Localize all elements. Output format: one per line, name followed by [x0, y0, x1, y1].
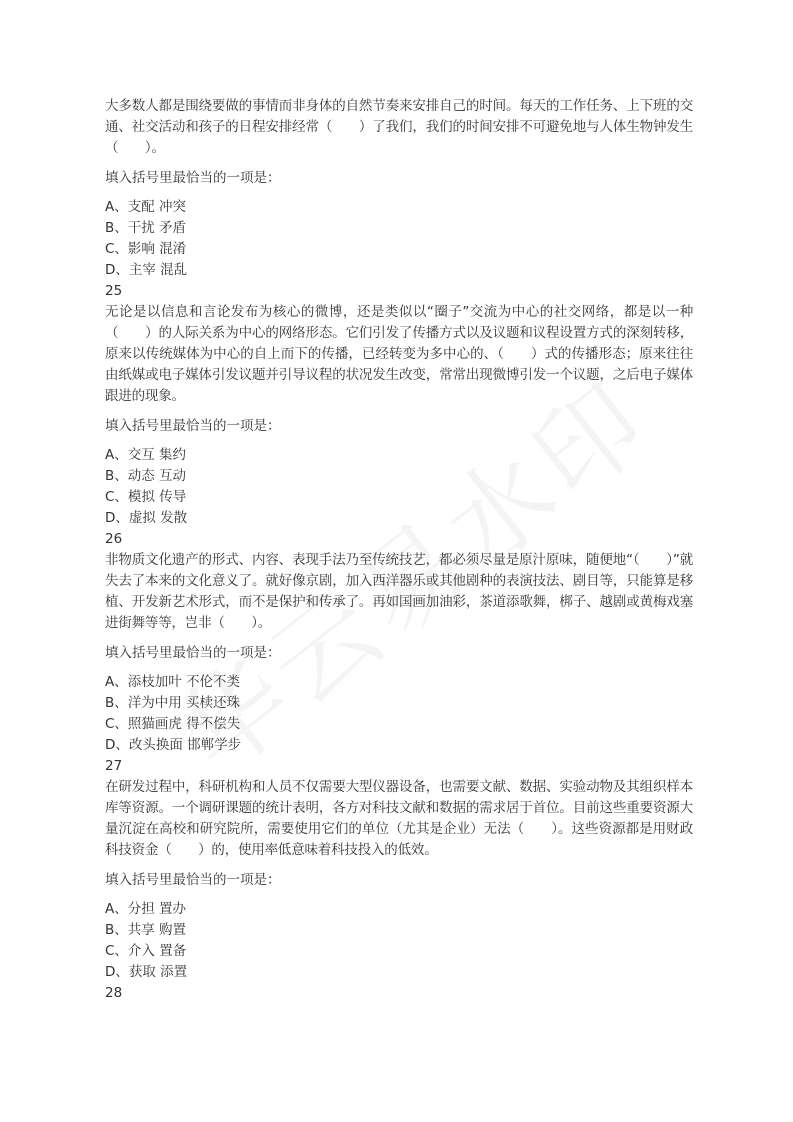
- question-number: 28: [105, 985, 123, 1001]
- option-b: B、干扰 矛盾: [105, 220, 187, 236]
- document-body: [105, 96, 693, 1004]
- question-number: 27: [105, 758, 123, 774]
- option-c: C、介入 置备: [105, 943, 187, 959]
- option-a: A、添枝加叶 不伦不类: [105, 674, 241, 690]
- question-block: [105, 756, 693, 983]
- question-prompt: 填入括号里最恰当的一项是：: [105, 872, 281, 888]
- question-number: 25: [105, 283, 123, 299]
- question-stem: 大多数人都是围绕要做的事情而非身体的自然节奏来安排自己的时间。每天的工作任务、上下班的交通、社交活动和孩子的日程安排经常（ ）了我们，我们的时间安排不可避免地与人体生物钟发生（ ）。: [105, 98, 693, 156]
- option-list: [105, 899, 693, 983]
- option-c: C、影响 混淆: [105, 241, 187, 257]
- question-block: [105, 529, 693, 756]
- question-block: [105, 281, 693, 529]
- option-a: A、交互 集约: [105, 447, 187, 463]
- question-block: [105, 983, 693, 1004]
- option-a: A、分担 置办: [105, 901, 187, 917]
- question-stem: 无论是以信息和言论发布为核心的微博，还是类似以“圈子”交流为中心的社交网络，都是以一种（ ）的人际关系为中心的网络形态。它们引发了传播方式以及议题和议程设置方式的深刻转移，原来以传统媒体为中心的自上而下的传播，已经转变为多中心的、（ ）式的传播形态；原来往往由纸媒或电子媒体引发议题并引导议程的状况发生改变，常常出现微博引发一个议题，之后电子媒体跟进的现象。: [105, 304, 693, 404]
- question-stem: 在研发过程中，科研机构和人员不仅需要大型仪器设备，也需要文献、数据、实验动物及其组织样本库等资源。一个调研课题的统计表明，各方对科技文献和数据的需求居于首位。目前这些重要资源大量沉淀在高校和研究院所，需要使用它们的单位（尤其是企业）无法（ ）。这些资源都是用财政科技资金（ ）的，使用率低意味着科技投入的低效。: [105, 779, 693, 858]
- question-stem: 非物质文化遗产的形式、内容、表现手法乃至传统技艺，都必须尽量是原汁原味，随便地“（ ）”就失去了本来的文化意义了。就好像京剧，加入西洋器乐或其他剧种的表演技法、剧目等，只能算是移植、开发新艺术形式，而不是保护和传承了。再如国画加油彩，茶道添歌舞，梆子、越剧或黄梅戏塞进街舞等等，岂非（ ）。: [105, 552, 693, 631]
- question-prompt: 填入括号里最恰当的一项是：: [105, 418, 281, 434]
- question-block: [105, 96, 693, 281]
- option-c: C、照猫画虎 得不偿失: [105, 716, 241, 732]
- option-b: B、洋为中用 买椟还珠: [105, 695, 241, 711]
- question-prompt: 填入括号里最恰当的一项是：: [105, 645, 281, 661]
- option-a: A、支配 冲突: [105, 199, 187, 215]
- option-d: D、虚拟 发散: [105, 510, 188, 526]
- option-list: [105, 445, 693, 529]
- question-number: 26: [105, 531, 123, 547]
- option-list: [105, 672, 693, 756]
- option-c: C、模拟 传导: [105, 489, 187, 505]
- option-d: D、改头换面 邯郸学步: [105, 737, 242, 753]
- option-d: D、主宰 混乱: [105, 262, 188, 278]
- option-b: B、动态 互动: [105, 468, 187, 484]
- option-list: [105, 197, 693, 281]
- option-b: B、共享 购置: [105, 922, 187, 938]
- question-prompt: 填入括号里最恰当的一项是：: [105, 170, 281, 186]
- option-d: D、获取 添置: [105, 964, 188, 980]
